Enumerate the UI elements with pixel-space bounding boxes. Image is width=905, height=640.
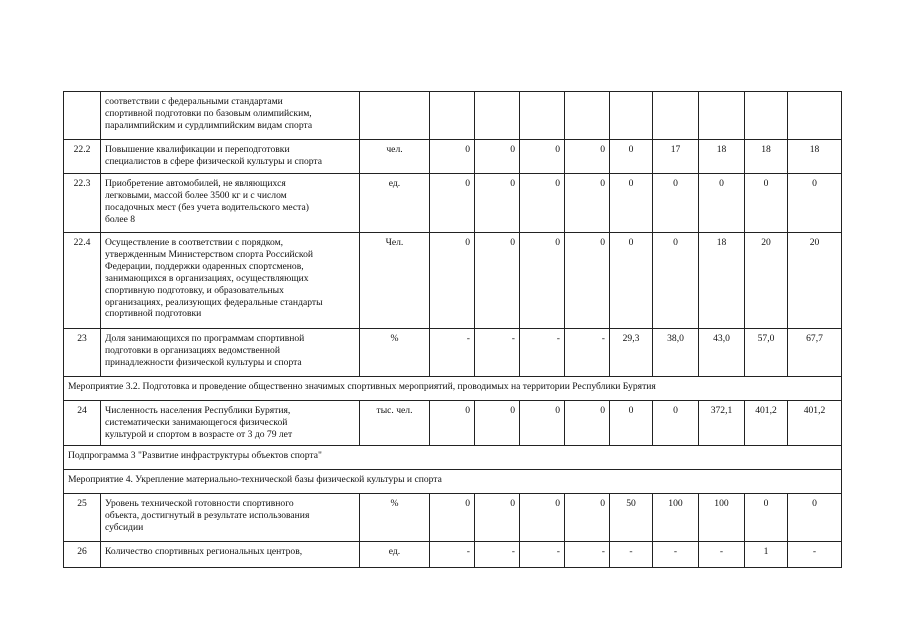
value-cell: 0	[565, 494, 610, 542]
table-body	[64, 92, 842, 568]
value-cell: 20	[788, 233, 842, 329]
value-cell: 0	[475, 401, 520, 446]
value-cell: 43,0	[699, 329, 745, 377]
value-cell	[565, 92, 610, 140]
section-row	[64, 377, 842, 401]
indicator-name-cell	[101, 329, 360, 377]
value-cell	[745, 92, 788, 140]
value-cell: 0	[520, 401, 565, 446]
value-cell: 0	[520, 174, 565, 233]
unit-cell: %	[360, 494, 430, 542]
value-cell: -	[565, 329, 610, 377]
table-row	[64, 233, 842, 329]
value-cell: 0	[565, 174, 610, 233]
row-number: 22.2	[64, 140, 101, 174]
value-cell: -	[699, 542, 745, 568]
value-cell: 401,2	[788, 401, 842, 446]
section-row	[64, 470, 842, 494]
indicator-name: Уровень технической готовности спортивного объекта, достигнутый в результате использования субсидии	[105, 498, 310, 533]
indicator-name: Доля занимающихся по программам спортивной подготовки в организациях ведомственной принадлежности физической культуры и спорта	[105, 333, 305, 368]
value-cell: 0	[653, 174, 699, 233]
value-cell: -	[430, 542, 475, 568]
value-cell: 0	[565, 233, 610, 329]
unit-cell: тыс. чел.	[360, 401, 430, 446]
value-cell: 401,2	[745, 401, 788, 446]
value-cell: 20	[745, 233, 788, 329]
indicators-table	[63, 91, 842, 568]
value-cell: 0	[475, 494, 520, 542]
value-cell: 0	[520, 140, 565, 174]
unit-cell: чел.	[360, 140, 430, 174]
value-cell: 0	[475, 174, 520, 233]
value-cell: 0	[788, 494, 842, 542]
row-number: 26	[64, 542, 101, 568]
value-cell: 0	[475, 140, 520, 174]
table-row	[64, 174, 842, 233]
table-row	[64, 401, 842, 446]
value-cell: 38,0	[653, 329, 699, 377]
unit-cell: ед.	[360, 542, 430, 568]
value-cell: 0	[653, 401, 699, 446]
indicator-name: Осуществление в соответствии с порядком, утвержденным Министерством спорта Российской Федерации, поддержки одаренных спортсменов, занимающихся в организациях, осуществляющих спортивную подготовку, и образовательных организациях, реализующих федеральные стандарты спортивной подготовки	[105, 237, 323, 320]
value-cell: -	[475, 542, 520, 568]
value-cell: 0	[610, 233, 653, 329]
value-cell	[520, 92, 565, 140]
table-row	[64, 92, 842, 140]
section-title: Мероприятие 3.2. Подготовка и проведение общественно значимых спортивных мероприятий, проводимых на территории Республики Бурятия	[64, 377, 842, 401]
unit-cell: %	[360, 329, 430, 377]
value-cell: -	[430, 329, 475, 377]
value-cell: 0	[430, 494, 475, 542]
indicator-name-cell	[101, 494, 360, 542]
value-cell: -	[520, 329, 565, 377]
value-cell: -	[475, 329, 520, 377]
value-cell	[430, 92, 475, 140]
value-cell: 0	[430, 140, 475, 174]
unit-cell: Чел.	[360, 233, 430, 329]
value-cell: 100	[653, 494, 699, 542]
value-cell: 0	[745, 494, 788, 542]
value-cell: 0	[520, 494, 565, 542]
indicator-name-cell	[101, 92, 360, 140]
value-cell: 100	[699, 494, 745, 542]
value-cell: 1	[745, 542, 788, 568]
value-cell	[653, 92, 699, 140]
value-cell: 0	[430, 233, 475, 329]
table-row	[64, 494, 842, 542]
value-cell: 0	[610, 140, 653, 174]
value-cell: -	[520, 542, 565, 568]
table-row	[64, 329, 842, 377]
value-cell: 0	[565, 401, 610, 446]
value-cell: 0	[610, 174, 653, 233]
indicator-name: соответствии с федеральными стандартами спортивной подготовки по базовым олимпийским, паралимпийским и сурдлимпийским видам спорта	[105, 96, 313, 131]
row-number: 24	[64, 401, 101, 446]
indicator-name-cell	[101, 174, 360, 233]
indicator-name: Численность населения Республики Бурятия, систематически занимающегося физической культурой и спортом в возрасте от 3 до 79 лет	[105, 405, 293, 440]
row-number: 23	[64, 329, 101, 377]
value-cell: 67,7	[788, 329, 842, 377]
indicator-name: Повышение квалификации и переподготовки специалистов в сфере физической культуры и спорта	[105, 144, 322, 167]
value-cell: 0	[788, 174, 842, 233]
table-row	[64, 140, 842, 174]
indicator-name-cell	[101, 401, 360, 446]
value-cell: 17	[653, 140, 699, 174]
value-cell: 0	[430, 401, 475, 446]
unit-cell: ед.	[360, 174, 430, 233]
unit-cell	[360, 92, 430, 140]
section-title: Подпрограмма 3 "Развитие инфраструктуры объектов спорта"	[64, 446, 842, 470]
value-cell: 0	[699, 174, 745, 233]
indicator-name-cell	[101, 140, 360, 174]
value-cell	[788, 92, 842, 140]
value-cell	[610, 92, 653, 140]
indicator-name: Количество спортивных региональных центров,	[105, 546, 303, 557]
row-number: 22.3	[64, 174, 101, 233]
value-cell: 29,3	[610, 329, 653, 377]
value-cell: 372,1	[699, 401, 745, 446]
value-cell: 0	[430, 174, 475, 233]
indicator-name-cell	[101, 542, 360, 568]
row-number: 22.4	[64, 233, 101, 329]
value-cell: 18	[745, 140, 788, 174]
value-cell	[699, 92, 745, 140]
value-cell: -	[565, 542, 610, 568]
indicator-name-cell	[101, 233, 360, 329]
value-cell: 0	[610, 401, 653, 446]
value-cell: 18	[788, 140, 842, 174]
value-cell: 0	[475, 233, 520, 329]
value-cell: 18	[699, 233, 745, 329]
value-cell: 0	[565, 140, 610, 174]
value-cell: -	[788, 542, 842, 568]
table-row	[64, 542, 842, 568]
value-cell: -	[653, 542, 699, 568]
value-cell: 18	[699, 140, 745, 174]
value-cell: -	[610, 542, 653, 568]
value-cell: 57,0	[745, 329, 788, 377]
section-title: Мероприятие 4. Укрепление материально-технической базы физической культуры и спорта	[64, 470, 842, 494]
row-number	[64, 92, 101, 140]
value-cell	[475, 92, 520, 140]
value-cell: 0	[653, 233, 699, 329]
value-cell: 0	[745, 174, 788, 233]
section-row	[64, 446, 842, 470]
value-cell: 0	[520, 233, 565, 329]
value-cell: 50	[610, 494, 653, 542]
row-number: 25	[64, 494, 101, 542]
indicator-name: Приобретение автомобилей, не являющихся легковыми, массой более 3500 кг и с числом посадочных мест (без учета водительского места) более 8	[105, 178, 309, 225]
